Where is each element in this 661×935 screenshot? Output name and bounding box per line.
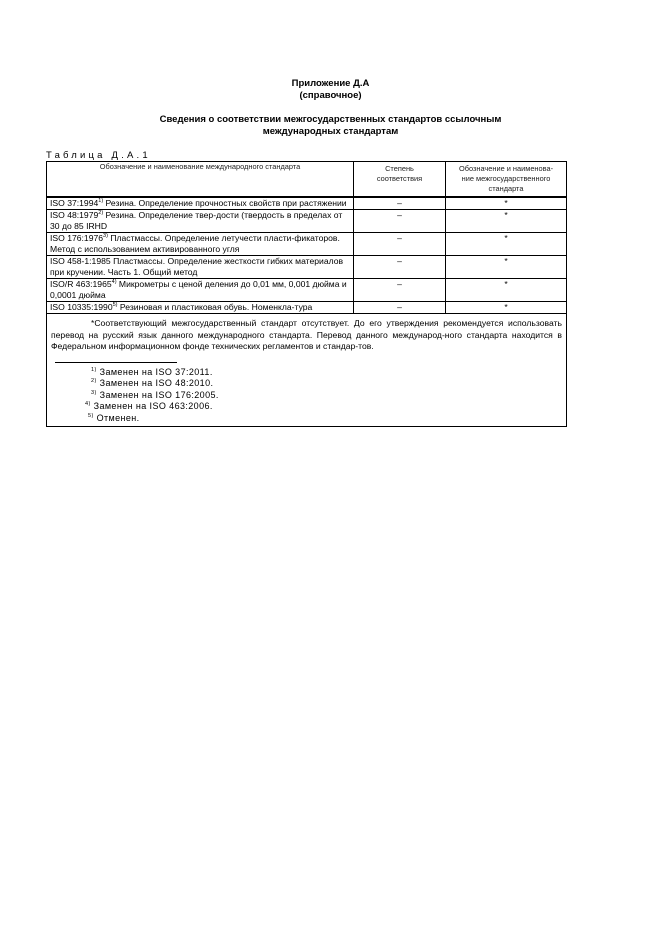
standard-title: Микрометры с ценой деления до 0,01 мм, 0,001 дюйма и 0,0001 дюйма xyxy=(50,279,347,300)
footnote-marker: 3) xyxy=(91,389,97,396)
designation-cell: * xyxy=(446,279,567,302)
table-header-row xyxy=(47,162,567,198)
standard-code: ISO 458-1:1985 xyxy=(50,256,111,266)
standard-code: ISO 10335:1990 xyxy=(50,302,113,312)
degree-cell: – xyxy=(354,233,446,256)
footnote-ref: 3) xyxy=(103,233,108,240)
footnote xyxy=(51,413,562,425)
table-row xyxy=(47,210,567,233)
footnote-text: Заменен на ISO 176:2005. xyxy=(96,389,219,400)
appendix-subtitle: (справочное) xyxy=(299,90,362,101)
note-row xyxy=(47,314,567,427)
standard-title: Резина. Определение твер-дости (твердость в пределах от 30 до 85 IRHD xyxy=(50,210,343,231)
designation-cell: * xyxy=(446,197,567,210)
degree-cell: – xyxy=(354,210,446,233)
footnote-text: Заменен на ISO 463:2006. xyxy=(90,401,213,411)
standard-title: Резина. Определение прочностных свойств при растяжении xyxy=(103,198,347,208)
designation-cell: * xyxy=(446,302,567,314)
table-note: *Соответствующий межгосударственный стандарт отсутствует. До его утверждения рекомендуется использовать перевод на русский язык данного международного стандарта. Перевод данного международ-ного стандарта находится в Федеральном информационном фонде технических регламентов и стандар-тов. xyxy=(51,318,562,351)
degree-cell: – xyxy=(354,256,446,279)
standard-code: ISO 48:1979 xyxy=(50,210,99,220)
section-title: Сведения о соответствии межгосударственных стандартов ссылочным xyxy=(159,114,502,125)
footnote xyxy=(51,401,562,413)
standard-cell xyxy=(47,302,354,314)
footnote-ref: 1) xyxy=(98,198,104,205)
degree-cell: – xyxy=(354,279,446,302)
footnote-ref: 5) xyxy=(112,302,118,309)
note-cell xyxy=(47,314,567,427)
standard-code: ISO 176:1976 xyxy=(50,233,104,243)
table-row xyxy=(47,302,567,314)
standard-title: Пластмассы. Определение летучести пласти-фикаторов. Метод с использованием активированного угля xyxy=(50,233,340,254)
header-interstate-standard: Обозначение и наименова-ние межгосударственного стандарта xyxy=(446,162,567,198)
standard-title: Пластмассы. Определение жесткости гибких материалов при кручении. Часть 1. Общий метод xyxy=(50,256,344,277)
designation-cell: * xyxy=(446,256,567,279)
header-degree: Степень соответствия xyxy=(354,162,446,198)
table-row xyxy=(47,256,567,279)
footnote-text: Отменен. xyxy=(93,412,140,423)
footnote-text: Заменен на ISO 37:2011. xyxy=(96,366,213,377)
header-international-standard: Обозначение и наименование международного стандарта xyxy=(47,162,354,198)
degree-cell: – xyxy=(354,302,446,314)
footnote xyxy=(51,378,562,390)
table-label: Таблица Д.А.1 xyxy=(46,150,151,161)
table-row xyxy=(47,233,567,256)
footnote-ref: 2) xyxy=(98,210,104,217)
footnote-ref: 4) xyxy=(111,279,117,286)
standard-cell xyxy=(47,279,354,302)
standard-code: ISO/R 463:1965 xyxy=(50,279,112,289)
footnote xyxy=(51,390,562,402)
footnote-marker: 4) xyxy=(85,401,91,407)
degree-cell: – xyxy=(354,197,446,210)
appendix-title: Приложение Д.А xyxy=(291,78,370,89)
footnote-text: Заменен на ISO 48:2010. xyxy=(96,378,214,388)
table-row xyxy=(47,279,567,302)
standard-cell xyxy=(47,233,354,256)
standard-cell xyxy=(47,210,354,233)
standards-table xyxy=(46,161,567,427)
footnote-marker: 1) xyxy=(91,366,97,373)
designation-cell: * xyxy=(446,233,567,256)
footnote-divider xyxy=(55,362,177,363)
standard-cell xyxy=(47,256,354,279)
table-row xyxy=(47,197,567,210)
footnote-marker: 5) xyxy=(88,412,94,419)
standard-code: ISO 37:1994 xyxy=(50,198,99,208)
standard-title: Резиновая и пластиковая обувь. Номенкла-тура xyxy=(117,302,313,312)
footnote xyxy=(51,367,562,379)
designation-cell: * xyxy=(446,210,567,233)
standard-cell xyxy=(47,197,354,210)
footnote-marker: 2) xyxy=(91,378,97,384)
section-title-line2: международных стандартам xyxy=(262,126,399,137)
